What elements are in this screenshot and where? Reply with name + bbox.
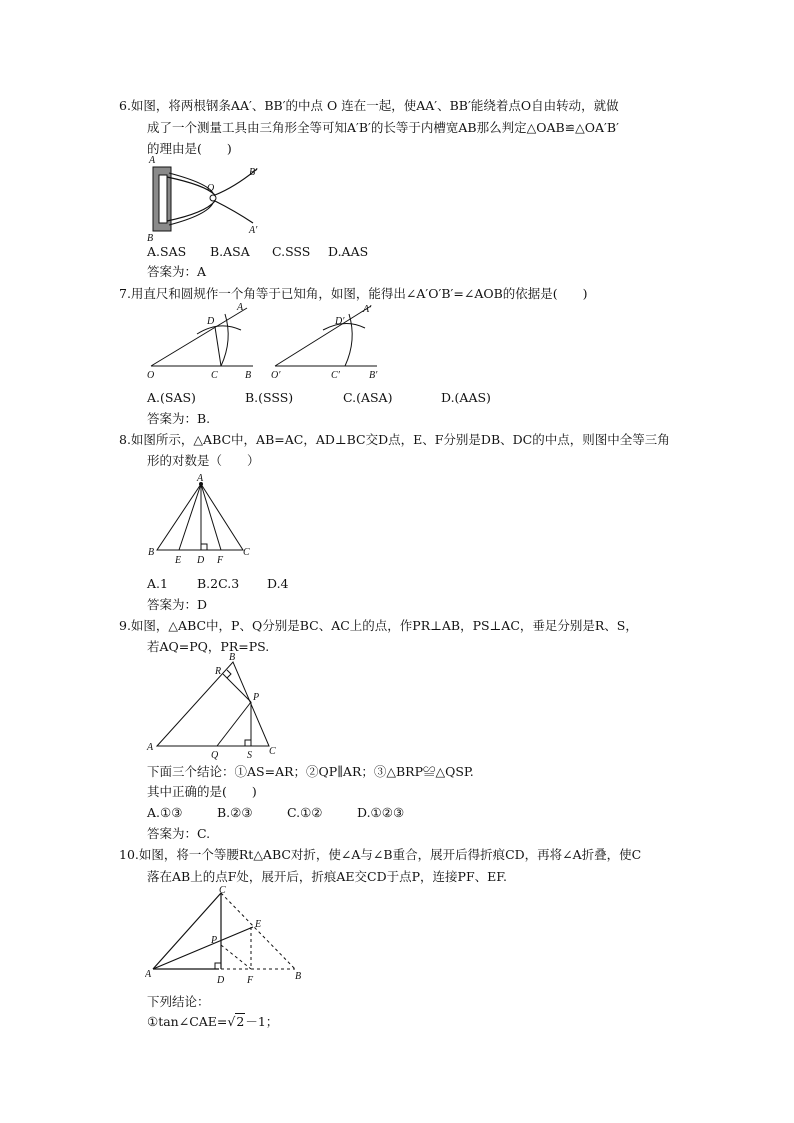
q8-answer: 答案为：D xyxy=(147,597,208,612)
q7-option-a[interactable]: A.(SAS) xyxy=(147,390,196,405)
q6-label-b-prime: B′ xyxy=(249,167,258,178)
q8-segment-af xyxy=(201,484,221,550)
q6-option-c[interactable]: C.SSS xyxy=(272,244,311,259)
q9-answer: 答案为：C. xyxy=(147,826,211,841)
q7-options xyxy=(147,390,491,406)
q8-option-d[interactable]: D.4 xyxy=(267,576,289,591)
q7-right-label-d: D′ xyxy=(335,316,345,327)
q7-left-label-c: C xyxy=(211,370,218,381)
q7-left-label-b: B xyxy=(245,370,252,381)
q9-stem-line1: 9.如图，△ABC中，P、Q分别是BC、AC上的点，作PR⊥AB，PS⊥AC，垂足分别是R、S， xyxy=(119,618,638,633)
q10-figure xyxy=(145,885,315,990)
q7-right-label-a: A′ xyxy=(363,304,372,315)
q6-stem-line1: 6.如图，将两根钢条AA′、BB′的中点 O 连在一起，使AA′、BB′能绕着点O自由转动，就做 xyxy=(119,98,619,113)
q9-label-s: S xyxy=(247,750,252,761)
q9-label-q: Q xyxy=(211,750,219,761)
q7-option-d[interactable]: D.(AAS) xyxy=(441,390,491,405)
q10-label-a: A xyxy=(145,969,152,980)
q8-option-a[interactable]: A.1 xyxy=(147,576,168,591)
q7-option-c[interactable]: C.(ASA) xyxy=(343,390,393,405)
q10-label-p: P xyxy=(211,935,218,946)
q10-segment-ac xyxy=(153,893,221,969)
q6-figure xyxy=(145,155,275,245)
q10-stem-line1: 10.如图，将一个等腰Rt△ABC对折，使∠A与∠B重合，展开后得折痕CD，再将∠A折叠，使C xyxy=(119,847,642,862)
q8-label-e: E xyxy=(175,555,182,566)
q7-arc-left-small xyxy=(197,326,241,334)
q8-figure xyxy=(145,470,255,570)
q9-option-d[interactable]: D.①②③ xyxy=(357,805,405,820)
q7-option-b[interactable]: B.(SSS) xyxy=(245,390,294,405)
q7-stem-line1: 7.用直尺和圆规作一个角等于已知角，如图，能得出∠A′O′B′=∠AOB的依据是( ) xyxy=(119,286,588,301)
q10-conclusion-1-prefix: ①tan∠CAE= xyxy=(147,1014,228,1029)
q10-segment-ae xyxy=(153,927,253,969)
q9-label-r: R xyxy=(215,666,222,677)
q6-label-b: B xyxy=(147,233,154,244)
q9-label-b: B xyxy=(229,652,236,663)
q6-option-b[interactable]: B.ASA xyxy=(210,244,250,259)
q9-option-c[interactable]: C.①② xyxy=(287,805,323,820)
q9-triangle-abc xyxy=(157,662,269,746)
q8-option-bc[interactable]: B.2C.3 xyxy=(197,576,240,591)
q6-slot-inner xyxy=(159,175,167,223)
q6-label-a-prime: A′ xyxy=(249,225,258,236)
q9-segment-pr xyxy=(223,674,251,702)
q10-label-b: B xyxy=(295,971,302,982)
q6-stem-line3: 的理由是( ) xyxy=(147,141,232,156)
q9-segment-pq xyxy=(217,702,251,746)
q8-segment-ae xyxy=(179,484,201,550)
q8-label-f: F xyxy=(217,555,224,566)
q7-right-label-b: B′ xyxy=(369,370,378,381)
q9-option-a[interactable]: A.①③ xyxy=(147,805,183,820)
q10-label-e: E xyxy=(255,919,262,930)
q7-left-label-d: D xyxy=(207,316,215,327)
q6-pivot-o xyxy=(210,195,216,201)
q8-label-b: B xyxy=(148,547,155,558)
q10-conclusions-header: 下列结论： xyxy=(147,994,210,1009)
q8-stem-line1: 8.如图所示，△ABC中，AB=AC，AD⊥BC交D点，E、F分别是DB、DC的中点，则图中全等三角 xyxy=(119,432,670,447)
q10-label-f: F xyxy=(247,975,254,986)
q6-bar-aa-edge xyxy=(169,203,213,225)
q6-bar-aa xyxy=(167,201,253,223)
q6-label-a: A xyxy=(149,155,156,166)
q9-label-p: P xyxy=(253,692,260,703)
q8-label-c: C xyxy=(243,547,250,558)
q7-left-label-a: A xyxy=(237,302,244,313)
q9-options xyxy=(147,805,404,821)
q7-figure xyxy=(145,300,395,384)
q9-stem-line2: 若AQ=PQ，PR=PS. xyxy=(147,639,270,654)
q9-figure xyxy=(145,652,285,762)
q7-right-label-o: O′ xyxy=(271,370,281,381)
q6-answer: 答案为：A xyxy=(147,264,207,279)
q8-triangle-abc xyxy=(157,484,243,550)
q8-stem-line2: 形的对数是（ ） xyxy=(147,453,260,468)
q10-conclusion-1-radicand: 2 xyxy=(236,1014,245,1029)
q8-right-angle xyxy=(201,544,207,550)
q9-label-a: A xyxy=(147,742,154,753)
q6-option-a[interactable]: A.SAS xyxy=(147,244,187,259)
q8-label-a: A xyxy=(197,473,204,484)
q8-options xyxy=(147,576,289,592)
q9-label-c: C xyxy=(269,746,276,757)
q7-right-label-c: C′ xyxy=(331,370,340,381)
q10-conclusion-1-suffix: －1； xyxy=(245,1014,279,1029)
q9-conclusions: 下面三个结论：①AS=AR；②QP∥AR；③△BRP≌△QSP. xyxy=(147,764,474,779)
q10-label-c: C xyxy=(219,885,226,896)
q9-option-b[interactable]: B.②③ xyxy=(217,805,253,820)
sqrt-icon: √ xyxy=(227,1014,236,1029)
q8-label-d: D xyxy=(197,555,205,566)
q10-stem-line2: 落在AB上的点F处，展开后，折痕AE交CD于点P，连接PF、EF. xyxy=(147,869,507,884)
q6-label-o: O xyxy=(207,183,215,194)
q6-stem-line2: 成了一个测量工具由三角形全等可知A′B′的长等于内槽宽AB那么判定△OAB≌△OA′B′ xyxy=(147,120,619,135)
q10-segment-cb xyxy=(221,893,295,969)
q10-conclusion-1 xyxy=(147,1014,278,1030)
q10-segment-pf xyxy=(221,945,251,969)
q7-answer: 答案为：B. xyxy=(147,411,211,426)
q6-options xyxy=(147,244,368,260)
q7-left-label-o: O xyxy=(147,370,155,381)
q6-option-d[interactable]: D.AAS xyxy=(328,244,369,259)
q9-question: 其中正确的是( ) xyxy=(147,784,257,799)
q10-label-d: D xyxy=(217,975,225,986)
